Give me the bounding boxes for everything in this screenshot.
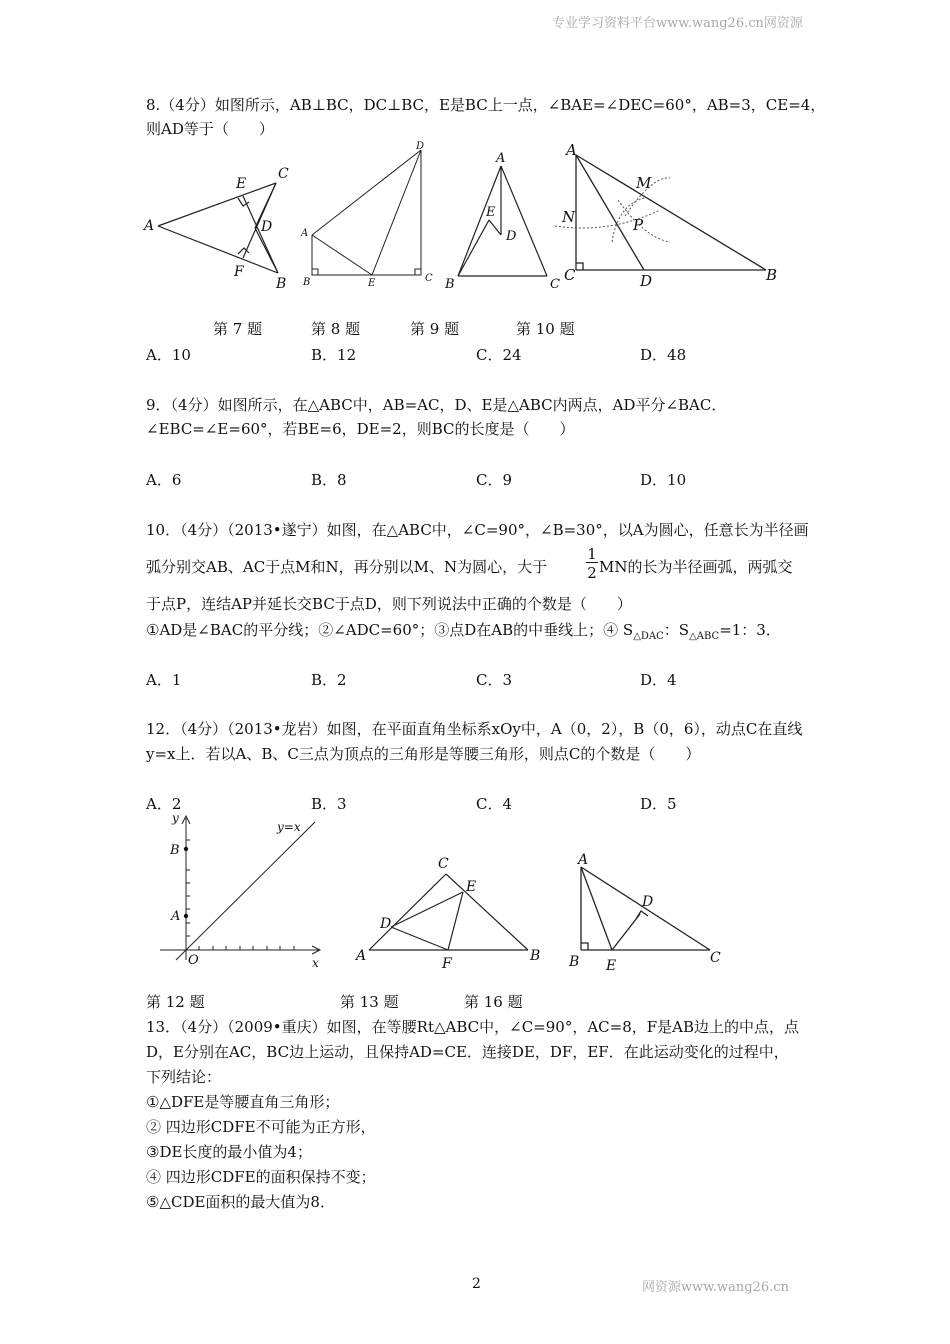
q10-line2b: MN的长为半径画弧，两弧交 — [599, 558, 793, 576]
page-header: 专业学习资料平台www.wang26.cn网资源 — [552, 16, 803, 31]
q10-subscript-abc: △ABC — [689, 631, 720, 642]
q8-option-a: A．10 — [146, 346, 191, 364]
q9-line1: 9．（4分）如图所示，在△ABC中，AB=AC，D、E是△ABC内两点，AD平分∠BAC． — [146, 396, 727, 414]
q13-line3: 下列结论： — [146, 1068, 222, 1086]
fig12-label-y: y — [172, 811, 179, 825]
q9-option-c: C．9 — [476, 471, 513, 489]
fig7-label-e: E — [236, 176, 247, 192]
fig8-label-e: E — [368, 278, 376, 289]
q10-option-a: A．1 — [146, 671, 182, 689]
q10-option-d: D．4 — [640, 671, 677, 689]
fig7-label-c: C — [278, 166, 289, 182]
q13-item-4: ④ 四边形CDFE的面积保持不变； — [146, 1168, 376, 1186]
caption-fig16: 第 16 题 — [464, 993, 523, 1011]
q8-line1: 8.（4分）如图所示，AB⊥BC，DC⊥BC，E是BC上一点，∠BAE=∠DEC=60°，AB=3，CE=4， — [146, 96, 826, 114]
q10-fraction-denominator: 2 — [587, 564, 597, 582]
fig9-label-c: C — [550, 277, 560, 292]
fig9-label-b: B — [445, 277, 455, 292]
q13-item-3: ③DE长度的最小值为4； — [146, 1143, 312, 1161]
fig16-label-d: D — [642, 894, 654, 910]
fig12-label-b: B — [170, 843, 180, 858]
figure-12 — [160, 816, 320, 960]
fig9-label-e: E — [486, 205, 496, 220]
q10-line4-text-c: =1：3． — [719, 621, 781, 639]
fig13-label-a: A — [356, 948, 367, 964]
fig10-label-a: A — [566, 141, 577, 159]
fig12-label-o: O — [188, 953, 199, 968]
caption-fig10: 第 10 题 — [516, 320, 575, 338]
page-number: 2 — [472, 1276, 481, 1292]
fig13-label-c: C — [438, 856, 449, 872]
q10-fraction-numerator: 1 — [587, 545, 597, 563]
fig13-label-f: F — [442, 956, 452, 972]
figure-10 — [576, 155, 766, 270]
fig16-label-c: C — [710, 950, 721, 966]
q9-option-d: D．10 — [640, 471, 687, 489]
fig9-label-d: D — [506, 229, 517, 244]
figure-8 — [312, 150, 421, 275]
fig7-label-d: D — [261, 219, 273, 235]
caption-fig7: 第 7 题 — [213, 320, 263, 338]
q8-option-d: D．48 — [640, 346, 687, 364]
fig13-label-e: E — [466, 879, 477, 895]
figure-9 — [458, 166, 547, 276]
fig7-label-f: F — [234, 264, 244, 280]
fig10-label-n: N — [562, 208, 576, 226]
q13-item-1: ①△DFE是等腰直角三角形； — [146, 1093, 340, 1111]
q13-line2: D，E分别在AC，BC边上运动，且保持AD=CE．连接DE，DF，EF．在此运动变化的过程中， — [146, 1043, 789, 1061]
q10-line1: 10．（4分）（2013•遂宁）如图，在△ABC中，∠C=90°，∠B=30°，以A为圆心，任意长为半径画 — [146, 521, 809, 539]
figure-13 — [369, 874, 528, 950]
q9-line2: ∠EBC=∠E=60°，若BE=6，DE=2，则BC的长度是（ ） — [146, 420, 575, 438]
q9-option-b: B．8 — [311, 471, 347, 489]
figure-row-1 — [140, 138, 800, 298]
fig16-label-b: B — [569, 954, 580, 970]
fig12-label-a: A — [171, 909, 181, 924]
q10-option-c: C．3 — [476, 671, 513, 689]
q10-line4 — [146, 620, 781, 647]
fig16-label-a: A — [578, 852, 589, 868]
q12-option-b: B．3 — [311, 795, 347, 813]
q9-option-a: A．6 — [146, 471, 182, 489]
fig12-label-line: y=x — [277, 820, 301, 834]
fig7-label-b: B — [276, 276, 287, 292]
q8-line2: 则AD等于（ ） — [146, 120, 274, 138]
fig16-label-e: E — [606, 958, 617, 974]
fig9-label-a: A — [496, 151, 506, 166]
figure-7 — [158, 183, 278, 273]
fig8-label-b: B — [303, 277, 311, 288]
q13-item-2: ② 四边形CDFE不可能为正方形， — [146, 1118, 376, 1136]
q10-line4-text-b: ：S — [663, 621, 690, 639]
fig10-label-d: D — [640, 272, 653, 290]
caption-fig9: 第 9 题 — [410, 320, 460, 338]
fig12-label-x: x — [312, 956, 319, 970]
q12-line1: 12．（4分）（2013•龙岩）如图，在平面直角坐标系xOy中，A（0，2），B（0，6），动点C在直线 — [146, 720, 803, 738]
caption-fig12: 第 12 题 — [146, 993, 205, 1011]
q12-option-a: A．2 — [146, 795, 182, 813]
q10-subscript-dac: △DAC — [633, 631, 664, 642]
page-footer: 网资源www.wang26.cn — [642, 1280, 789, 1295]
fig12-point-b — [184, 847, 188, 851]
fig10-label-p: P — [633, 216, 644, 234]
fig8-label-c: C — [425, 273, 433, 284]
q12-line2: y=x上．若以A、B、C三点为顶点的三角形是等腰三角形，则点C的个数是（ ） — [146, 745, 701, 763]
fig10-label-b: B — [766, 266, 778, 284]
q10-option-b: B．2 — [311, 671, 347, 689]
fig13-label-d: D — [380, 916, 392, 932]
caption-fig13: 第 13 题 — [340, 993, 399, 1011]
q13-item-5: ⑤△CDE面积的最大值为8． — [146, 1193, 335, 1211]
q8-option-c: C．24 — [476, 346, 522, 364]
fig8-label-a: A — [301, 228, 309, 239]
fig10-label-m: M — [636, 174, 652, 192]
q10-line2a: 弧分别交AB、AC于点M和N，再分别以M、N为圆心，大于 — [146, 558, 548, 576]
fig8-label-d: D — [416, 141, 425, 152]
q8-option-b: B．12 — [311, 346, 357, 364]
fig12-point-a — [184, 914, 188, 918]
fig10-label-c: C — [564, 266, 576, 284]
q12-option-d: D．5 — [640, 795, 677, 813]
fig7-label-a: A — [144, 218, 155, 234]
figure-row-2 — [140, 810, 740, 975]
q12-option-c: C．4 — [476, 795, 513, 813]
q13-line1: 13．（4分）（2009•重庆）如图，在等腰Rt△ABC中，∠C=90°，AC=8，F是AB边上的中点，点 — [146, 1018, 800, 1036]
q10-line4-text-a: ①AD是∠BAC的平分线；②∠ADC=60°；③点D在AB的中垂线上；④ S — [146, 621, 634, 639]
fig13-label-b: B — [530, 948, 541, 964]
q10-line3: 于点P，连结AP并延长交BC于点D，则下列说法中正确的个数是（ ） — [146, 595, 632, 613]
caption-fig8: 第 8 题 — [311, 320, 361, 338]
